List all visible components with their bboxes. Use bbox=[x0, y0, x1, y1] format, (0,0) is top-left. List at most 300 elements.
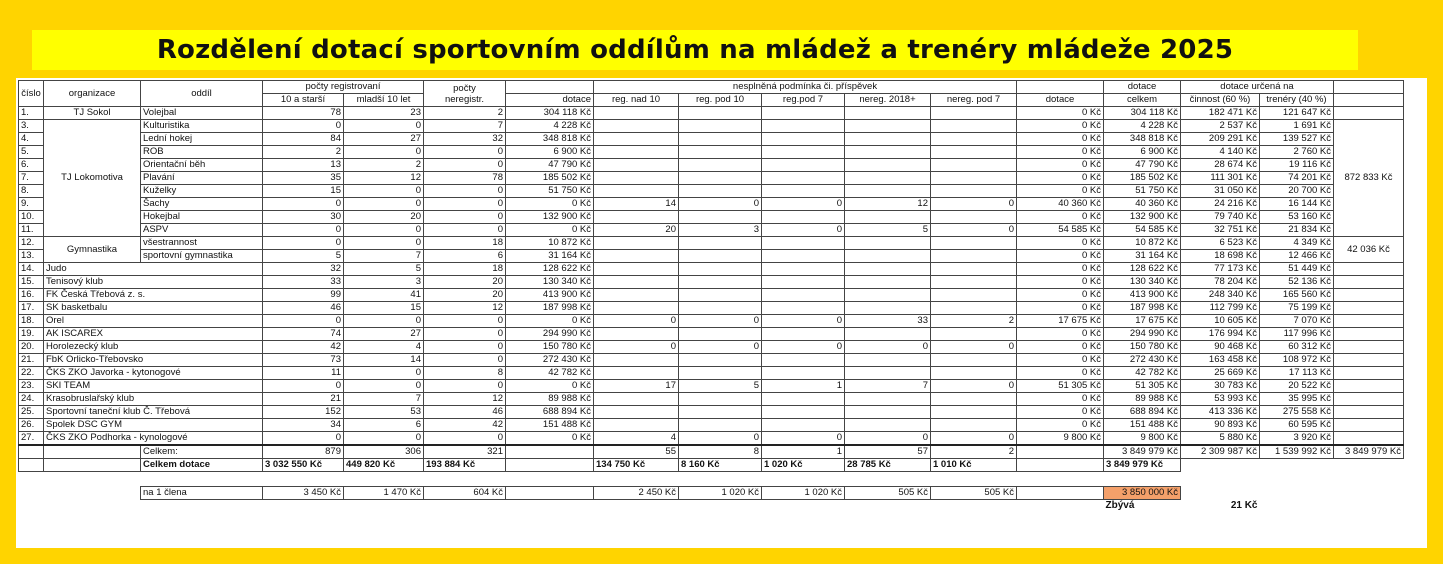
value-cell bbox=[931, 250, 1017, 263]
value-cell: 21 bbox=[263, 393, 344, 406]
blank-cell bbox=[1334, 276, 1404, 289]
value-cell: 5 bbox=[679, 380, 762, 393]
table-row bbox=[19, 419, 1404, 432]
value-cell: 132 900 Kč bbox=[506, 211, 594, 224]
value-cell bbox=[931, 302, 1017, 315]
na-clena-label: na 1 člena bbox=[141, 487, 263, 500]
value-cell: 78 bbox=[263, 107, 344, 120]
blank-cell bbox=[1181, 459, 1260, 472]
value-cell: 0 Kč bbox=[1017, 302, 1104, 315]
row-number: 9. bbox=[19, 198, 44, 211]
value-cell: 74 201 Kč bbox=[1260, 172, 1334, 185]
value-cell: 6 900 Kč bbox=[1104, 146, 1181, 159]
header-blank bbox=[1334, 94, 1404, 107]
organization-cell: Gymnastika bbox=[44, 237, 141, 263]
value-cell: 209 291 Kč bbox=[1181, 133, 1260, 146]
value-cell: 7 bbox=[344, 250, 424, 263]
section-cell: Orientační běh bbox=[141, 159, 263, 172]
value-cell: 304 118 Kč bbox=[506, 107, 594, 120]
group-total-gymnastika: 42 036 Kč bbox=[1334, 237, 1404, 263]
na-clena-value: 2 450 Kč bbox=[594, 487, 679, 500]
header-reg-pod-7: reg.pod 7 bbox=[762, 94, 845, 107]
value-cell: 0 bbox=[679, 432, 762, 446]
blank-cell bbox=[1260, 500, 1334, 513]
value-cell: 9 800 Kč bbox=[1104, 432, 1181, 446]
value-cell: 90 893 Kč bbox=[1181, 419, 1260, 432]
value-cell: 0 Kč bbox=[1017, 354, 1104, 367]
organization-cell: ČKS ZKO Javorka - kytonogové bbox=[44, 367, 263, 380]
section-cell: Plavání bbox=[141, 172, 263, 185]
section-cell: ASPV bbox=[141, 224, 263, 237]
value-cell bbox=[594, 263, 679, 276]
value-cell bbox=[762, 367, 845, 380]
value-cell: 4 bbox=[594, 432, 679, 446]
value-cell: 2 537 Kč bbox=[1181, 120, 1260, 133]
value-cell: 0 Kč bbox=[1017, 276, 1104, 289]
value-cell: 0 bbox=[594, 341, 679, 354]
value-cell: 0 Kč bbox=[1017, 120, 1104, 133]
value-cell bbox=[845, 237, 931, 250]
value-cell bbox=[594, 367, 679, 380]
value-cell bbox=[594, 107, 679, 120]
header-dotace: dotace bbox=[506, 94, 594, 107]
blank-cell bbox=[1260, 459, 1334, 472]
value-cell bbox=[679, 211, 762, 224]
value-cell: 31 050 Kč bbox=[1181, 185, 1260, 198]
value-cell: 0 Kč bbox=[1017, 107, 1104, 120]
blank-cell bbox=[1334, 328, 1404, 341]
value-cell: 60 312 Kč bbox=[1260, 341, 1334, 354]
value-cell: 0 bbox=[594, 315, 679, 328]
value-cell bbox=[762, 302, 845, 315]
blank-cell bbox=[506, 487, 594, 500]
row-number: 8. bbox=[19, 185, 44, 198]
celkem-row bbox=[19, 445, 1404, 459]
celkem-value: 2 bbox=[931, 445, 1017, 459]
value-cell: 51 750 Kč bbox=[506, 185, 594, 198]
value-cell: 0 bbox=[263, 380, 344, 393]
value-cell: 4 140 Kč bbox=[1181, 146, 1260, 159]
row-number: 19. bbox=[19, 328, 44, 341]
value-cell: 0 Kč bbox=[1017, 263, 1104, 276]
value-cell: 248 340 Kč bbox=[1181, 289, 1260, 302]
row-number: 6. bbox=[19, 159, 44, 172]
row-number: 11. bbox=[19, 224, 44, 237]
blank-cell bbox=[845, 500, 931, 513]
value-cell: 32 bbox=[424, 133, 506, 146]
na-clena-value: 1 470 Kč bbox=[344, 487, 424, 500]
value-cell bbox=[679, 367, 762, 380]
value-cell: 54 585 Kč bbox=[1017, 224, 1104, 237]
organization-cell: Orel bbox=[44, 315, 263, 328]
blank-cell bbox=[1334, 406, 1404, 419]
organization-cell: SKI TEAM bbox=[44, 380, 263, 393]
value-cell: 176 994 Kč bbox=[1181, 328, 1260, 341]
value-cell: 413 900 Kč bbox=[506, 289, 594, 302]
header-blank bbox=[1334, 81, 1404, 94]
value-cell bbox=[762, 276, 845, 289]
blank-cell bbox=[1017, 500, 1104, 513]
value-cell: 0 bbox=[424, 341, 506, 354]
value-cell: 0 Kč bbox=[1017, 159, 1104, 172]
blank-cell bbox=[1017, 459, 1104, 472]
value-cell bbox=[931, 419, 1017, 432]
value-cell: 294 990 Kč bbox=[1104, 328, 1181, 341]
value-cell: 0 bbox=[424, 380, 506, 393]
value-cell bbox=[679, 406, 762, 419]
row-number: 1. bbox=[19, 107, 44, 120]
table-row bbox=[19, 380, 1404, 393]
value-cell: 0 bbox=[845, 432, 931, 446]
value-cell: 28 674 Kč bbox=[1181, 159, 1260, 172]
value-cell: 21 834 Kč bbox=[1260, 224, 1334, 237]
value-cell: 20 bbox=[594, 224, 679, 237]
value-cell bbox=[845, 211, 931, 224]
organization-cell: TJ Lokomotiva bbox=[44, 120, 141, 237]
value-cell: 0 Kč bbox=[1017, 406, 1104, 419]
value-cell bbox=[931, 328, 1017, 341]
value-cell bbox=[594, 159, 679, 172]
value-cell: 18 bbox=[424, 263, 506, 276]
value-cell: 42 782 Kč bbox=[506, 367, 594, 380]
value-cell bbox=[762, 159, 845, 172]
value-cell bbox=[679, 120, 762, 133]
value-cell: 5 bbox=[344, 263, 424, 276]
value-cell bbox=[679, 393, 762, 406]
value-cell: 20 700 Kč bbox=[1260, 185, 1334, 198]
value-cell: 132 900 Kč bbox=[1104, 211, 1181, 224]
header-reg-nad-10: reg. nad 10 bbox=[594, 94, 679, 107]
value-cell: 0 Kč bbox=[1017, 237, 1104, 250]
table-row bbox=[19, 107, 1404, 120]
value-cell: 413 336 Kč bbox=[1181, 406, 1260, 419]
value-cell bbox=[594, 354, 679, 367]
value-cell: 30 bbox=[263, 211, 344, 224]
header-nereg-2018: nereg. 2018+ bbox=[845, 94, 931, 107]
value-cell: 51 305 Kč bbox=[1017, 380, 1104, 393]
value-cell: 20 bbox=[344, 211, 424, 224]
section-cell: sportovní gymnastika bbox=[141, 250, 263, 263]
value-cell: 7 bbox=[845, 380, 931, 393]
value-cell bbox=[762, 406, 845, 419]
section-cell: všestrannost bbox=[141, 237, 263, 250]
value-cell: 0 Kč bbox=[506, 315, 594, 328]
blank-cell bbox=[679, 500, 762, 513]
celkem-dotace-value: 3 032 550 Kč bbox=[263, 459, 344, 472]
header-blank bbox=[1017, 81, 1104, 94]
value-cell: 25 669 Kč bbox=[1181, 367, 1260, 380]
value-cell: 0 bbox=[762, 224, 845, 237]
value-cell bbox=[845, 289, 931, 302]
row-number: 10. bbox=[19, 211, 44, 224]
value-cell: 12 bbox=[845, 198, 931, 211]
value-cell: 31 164 Kč bbox=[1104, 250, 1181, 263]
organization-cell: SK basketbalu bbox=[44, 302, 263, 315]
celkem-value: 57 bbox=[845, 445, 931, 459]
blank-cell bbox=[1334, 315, 1404, 328]
value-cell: 27 bbox=[344, 133, 424, 146]
value-cell bbox=[594, 172, 679, 185]
blank-cell bbox=[1334, 500, 1404, 513]
blank-cell bbox=[344, 500, 424, 513]
celkem-value: 1 539 992 Kč bbox=[1260, 445, 1334, 459]
value-cell: 0 bbox=[679, 315, 762, 328]
value-cell bbox=[762, 328, 845, 341]
value-cell bbox=[594, 406, 679, 419]
value-cell: 4 228 Kč bbox=[1104, 120, 1181, 133]
value-cell bbox=[845, 133, 931, 146]
value-cell bbox=[762, 354, 845, 367]
header-pocty-neregistr bbox=[424, 81, 506, 107]
value-cell: 275 558 Kč bbox=[1260, 406, 1334, 419]
value-cell bbox=[931, 146, 1017, 159]
row-number: 16. bbox=[19, 289, 44, 302]
blank-cell bbox=[19, 459, 44, 472]
value-cell bbox=[762, 289, 845, 302]
blank-cell bbox=[1334, 459, 1404, 472]
zbyva-row bbox=[19, 500, 1404, 513]
celkem-value: 879 bbox=[263, 445, 344, 459]
celkem-dotace-value: 193 884 Kč bbox=[424, 459, 506, 472]
value-cell: 151 488 Kč bbox=[1104, 419, 1181, 432]
value-cell bbox=[762, 133, 845, 146]
value-cell: 0 Kč bbox=[1017, 328, 1104, 341]
value-cell: 33 bbox=[845, 315, 931, 328]
section-cell: Kuželky bbox=[141, 185, 263, 198]
value-cell: 0 Kč bbox=[1017, 172, 1104, 185]
celkem-value: 321 bbox=[424, 445, 506, 459]
celkem-value: 55 bbox=[594, 445, 679, 459]
value-cell: 0 bbox=[344, 224, 424, 237]
value-cell: 0 Kč bbox=[1017, 367, 1104, 380]
value-cell bbox=[762, 419, 845, 432]
value-cell: 0 bbox=[762, 341, 845, 354]
value-cell: 0 bbox=[344, 367, 424, 380]
value-cell: 6 900 Kč bbox=[506, 146, 594, 159]
value-cell: 32 bbox=[263, 263, 344, 276]
value-cell: 0 bbox=[762, 315, 845, 328]
value-cell bbox=[594, 185, 679, 198]
value-cell: 0 bbox=[263, 224, 344, 237]
blank-cell bbox=[141, 500, 263, 513]
header-mladsi-10: mladší 10 let bbox=[344, 94, 424, 107]
value-cell: 185 502 Kč bbox=[506, 172, 594, 185]
celkem-value: 2 309 987 Kč bbox=[1181, 445, 1260, 459]
blank-cell bbox=[1334, 107, 1404, 120]
value-cell: 4 228 Kč bbox=[506, 120, 594, 133]
value-cell: 0 bbox=[263, 315, 344, 328]
header-pocty-registrovani: počty registrovaní bbox=[263, 81, 424, 94]
value-cell bbox=[679, 289, 762, 302]
blank-cell bbox=[1017, 487, 1104, 500]
value-cell: 84 bbox=[263, 133, 344, 146]
blank-cell bbox=[1334, 487, 1404, 500]
table-row bbox=[19, 120, 1404, 133]
celkem-dotace-value: 8 160 Kč bbox=[679, 459, 762, 472]
value-cell: 52 136 Kč bbox=[1260, 276, 1334, 289]
value-cell bbox=[594, 211, 679, 224]
value-cell: 73 bbox=[263, 354, 344, 367]
blank-cell bbox=[44, 445, 141, 459]
value-cell: 0 bbox=[931, 224, 1017, 237]
value-cell: 51 305 Kč bbox=[1104, 380, 1181, 393]
value-cell: 185 502 Kč bbox=[1104, 172, 1181, 185]
section-cell: Kulturistika bbox=[141, 120, 263, 133]
zbyva-label: Zbývá bbox=[1105, 500, 1135, 511]
value-cell bbox=[931, 120, 1017, 133]
value-cell bbox=[762, 263, 845, 276]
blank-cell bbox=[424, 500, 506, 513]
section-cell: Lední hokej bbox=[141, 133, 263, 146]
blank-cell bbox=[1334, 419, 1404, 432]
value-cell: 0 bbox=[931, 432, 1017, 446]
blank-cell bbox=[1334, 302, 1404, 315]
table-row bbox=[19, 341, 1404, 354]
row-number: 12. bbox=[19, 237, 44, 250]
value-cell: 2 bbox=[263, 146, 344, 159]
blank-cell bbox=[1017, 445, 1104, 459]
value-cell: 79 740 Kč bbox=[1181, 211, 1260, 224]
row-number: 25. bbox=[19, 406, 44, 419]
value-cell: 47 790 Kč bbox=[506, 159, 594, 172]
row-number: 3. bbox=[19, 120, 44, 133]
value-cell: 74 bbox=[263, 328, 344, 341]
value-cell: 46 bbox=[263, 302, 344, 315]
value-cell: 30 783 Kč bbox=[1181, 380, 1260, 393]
organization-cell: Sportovní taneční klub Č. Třebová bbox=[44, 406, 263, 419]
value-cell: 42 782 Kč bbox=[1104, 367, 1181, 380]
value-cell: 0 bbox=[344, 237, 424, 250]
value-cell bbox=[594, 302, 679, 315]
value-cell bbox=[762, 120, 845, 133]
value-cell bbox=[594, 133, 679, 146]
value-cell: 33 bbox=[263, 276, 344, 289]
blank-cell bbox=[931, 500, 1017, 513]
title-banner bbox=[32, 30, 1358, 70]
value-cell: 0 Kč bbox=[506, 380, 594, 393]
value-cell bbox=[762, 172, 845, 185]
value-cell: 17 675 Kč bbox=[1017, 315, 1104, 328]
value-cell: 0 Kč bbox=[1017, 133, 1104, 146]
value-cell: 53 bbox=[344, 406, 424, 419]
value-cell bbox=[594, 419, 679, 432]
organization-cell: TJ Sokol bbox=[44, 107, 141, 120]
section-cell: ROB bbox=[141, 146, 263, 159]
table-row bbox=[19, 328, 1404, 341]
na-clena-value: 1 020 Kč bbox=[679, 487, 762, 500]
value-cell bbox=[762, 185, 845, 198]
value-cell: 0 bbox=[931, 380, 1017, 393]
value-cell: 41 bbox=[344, 289, 424, 302]
value-cell: 121 647 Kč bbox=[1260, 107, 1334, 120]
value-cell bbox=[594, 237, 679, 250]
value-cell: 0 bbox=[424, 146, 506, 159]
table-row bbox=[19, 393, 1404, 406]
value-cell bbox=[594, 276, 679, 289]
value-cell bbox=[931, 367, 1017, 380]
value-cell: 7 bbox=[344, 393, 424, 406]
value-cell: 0 bbox=[931, 341, 1017, 354]
value-cell bbox=[845, 120, 931, 133]
value-cell bbox=[679, 185, 762, 198]
blank-cell bbox=[19, 445, 44, 459]
value-cell: 348 818 Kč bbox=[1104, 133, 1181, 146]
table-row bbox=[19, 263, 1404, 276]
value-cell: 0 bbox=[424, 315, 506, 328]
value-cell bbox=[845, 393, 931, 406]
value-cell: 3 920 Kč bbox=[1260, 432, 1334, 446]
value-cell: 20 522 Kč bbox=[1260, 380, 1334, 393]
value-cell: 3 bbox=[344, 276, 424, 289]
header-dotace-celkem-1: dotace bbox=[1104, 81, 1181, 94]
header-cinnost: činnost (60 %) bbox=[1181, 94, 1260, 107]
header-nesplnena: nesplněná podmínka či. příspěvek bbox=[594, 81, 1017, 94]
blank-cell bbox=[1334, 432, 1404, 446]
row-number: 20. bbox=[19, 341, 44, 354]
na-clena-value: 1 020 Kč bbox=[762, 487, 845, 500]
value-cell: 272 430 Kč bbox=[1104, 354, 1181, 367]
organization-cell: Spolek DSC GYM bbox=[44, 419, 263, 432]
value-cell: 24 216 Kč bbox=[1181, 198, 1260, 211]
value-cell: 7 bbox=[424, 120, 506, 133]
row-number: 14. bbox=[19, 263, 44, 276]
value-cell: 6 523 Kč bbox=[1181, 237, 1260, 250]
header-cislo: číslo bbox=[19, 81, 44, 107]
blank-cell bbox=[762, 500, 845, 513]
value-cell: 0 Kč bbox=[506, 224, 594, 237]
row-number: 15. bbox=[19, 276, 44, 289]
header-dotace-celkem-2: celkem bbox=[1104, 94, 1181, 107]
group-total-lokomotiva: 872 833 Kč bbox=[1334, 120, 1404, 237]
organization-cell: FbK Orlicko-Třebovsko bbox=[44, 354, 263, 367]
value-cell bbox=[931, 263, 1017, 276]
value-cell: 304 118 Kč bbox=[1104, 107, 1181, 120]
row-number: 23. bbox=[19, 380, 44, 393]
value-cell bbox=[845, 159, 931, 172]
value-cell bbox=[931, 393, 1017, 406]
value-cell: 90 468 Kč bbox=[1181, 341, 1260, 354]
value-cell: 0 bbox=[424, 328, 506, 341]
subsidy-table bbox=[18, 80, 1404, 512]
organization-cell: FK Česká Třebová z. s. bbox=[44, 289, 263, 302]
value-cell: 128 622 Kč bbox=[506, 263, 594, 276]
value-cell bbox=[679, 276, 762, 289]
value-cell: 0 bbox=[263, 237, 344, 250]
value-cell: 0 bbox=[344, 432, 424, 446]
value-cell: 0 bbox=[424, 211, 506, 224]
value-cell: 3 bbox=[679, 224, 762, 237]
value-cell: 0 Kč bbox=[1017, 393, 1104, 406]
value-cell: 2 bbox=[424, 107, 506, 120]
value-cell: 688 894 Kč bbox=[1104, 406, 1181, 419]
value-cell: 89 988 Kč bbox=[1104, 393, 1181, 406]
value-cell: 348 818 Kč bbox=[506, 133, 594, 146]
value-cell bbox=[845, 185, 931, 198]
value-cell: 0 bbox=[344, 198, 424, 211]
value-cell: 54 585 Kč bbox=[1104, 224, 1181, 237]
table-row bbox=[19, 211, 1404, 224]
table-row bbox=[19, 159, 1404, 172]
spacer-row bbox=[19, 472, 1404, 487]
blank-cell bbox=[594, 500, 679, 513]
header-oddil: oddíl bbox=[141, 81, 263, 107]
value-cell bbox=[679, 263, 762, 276]
value-cell bbox=[679, 107, 762, 120]
value-cell: 23 bbox=[344, 107, 424, 120]
value-cell bbox=[845, 419, 931, 432]
value-cell: 18 698 Kč bbox=[1181, 250, 1260, 263]
value-cell: 0 Kč bbox=[506, 432, 594, 446]
